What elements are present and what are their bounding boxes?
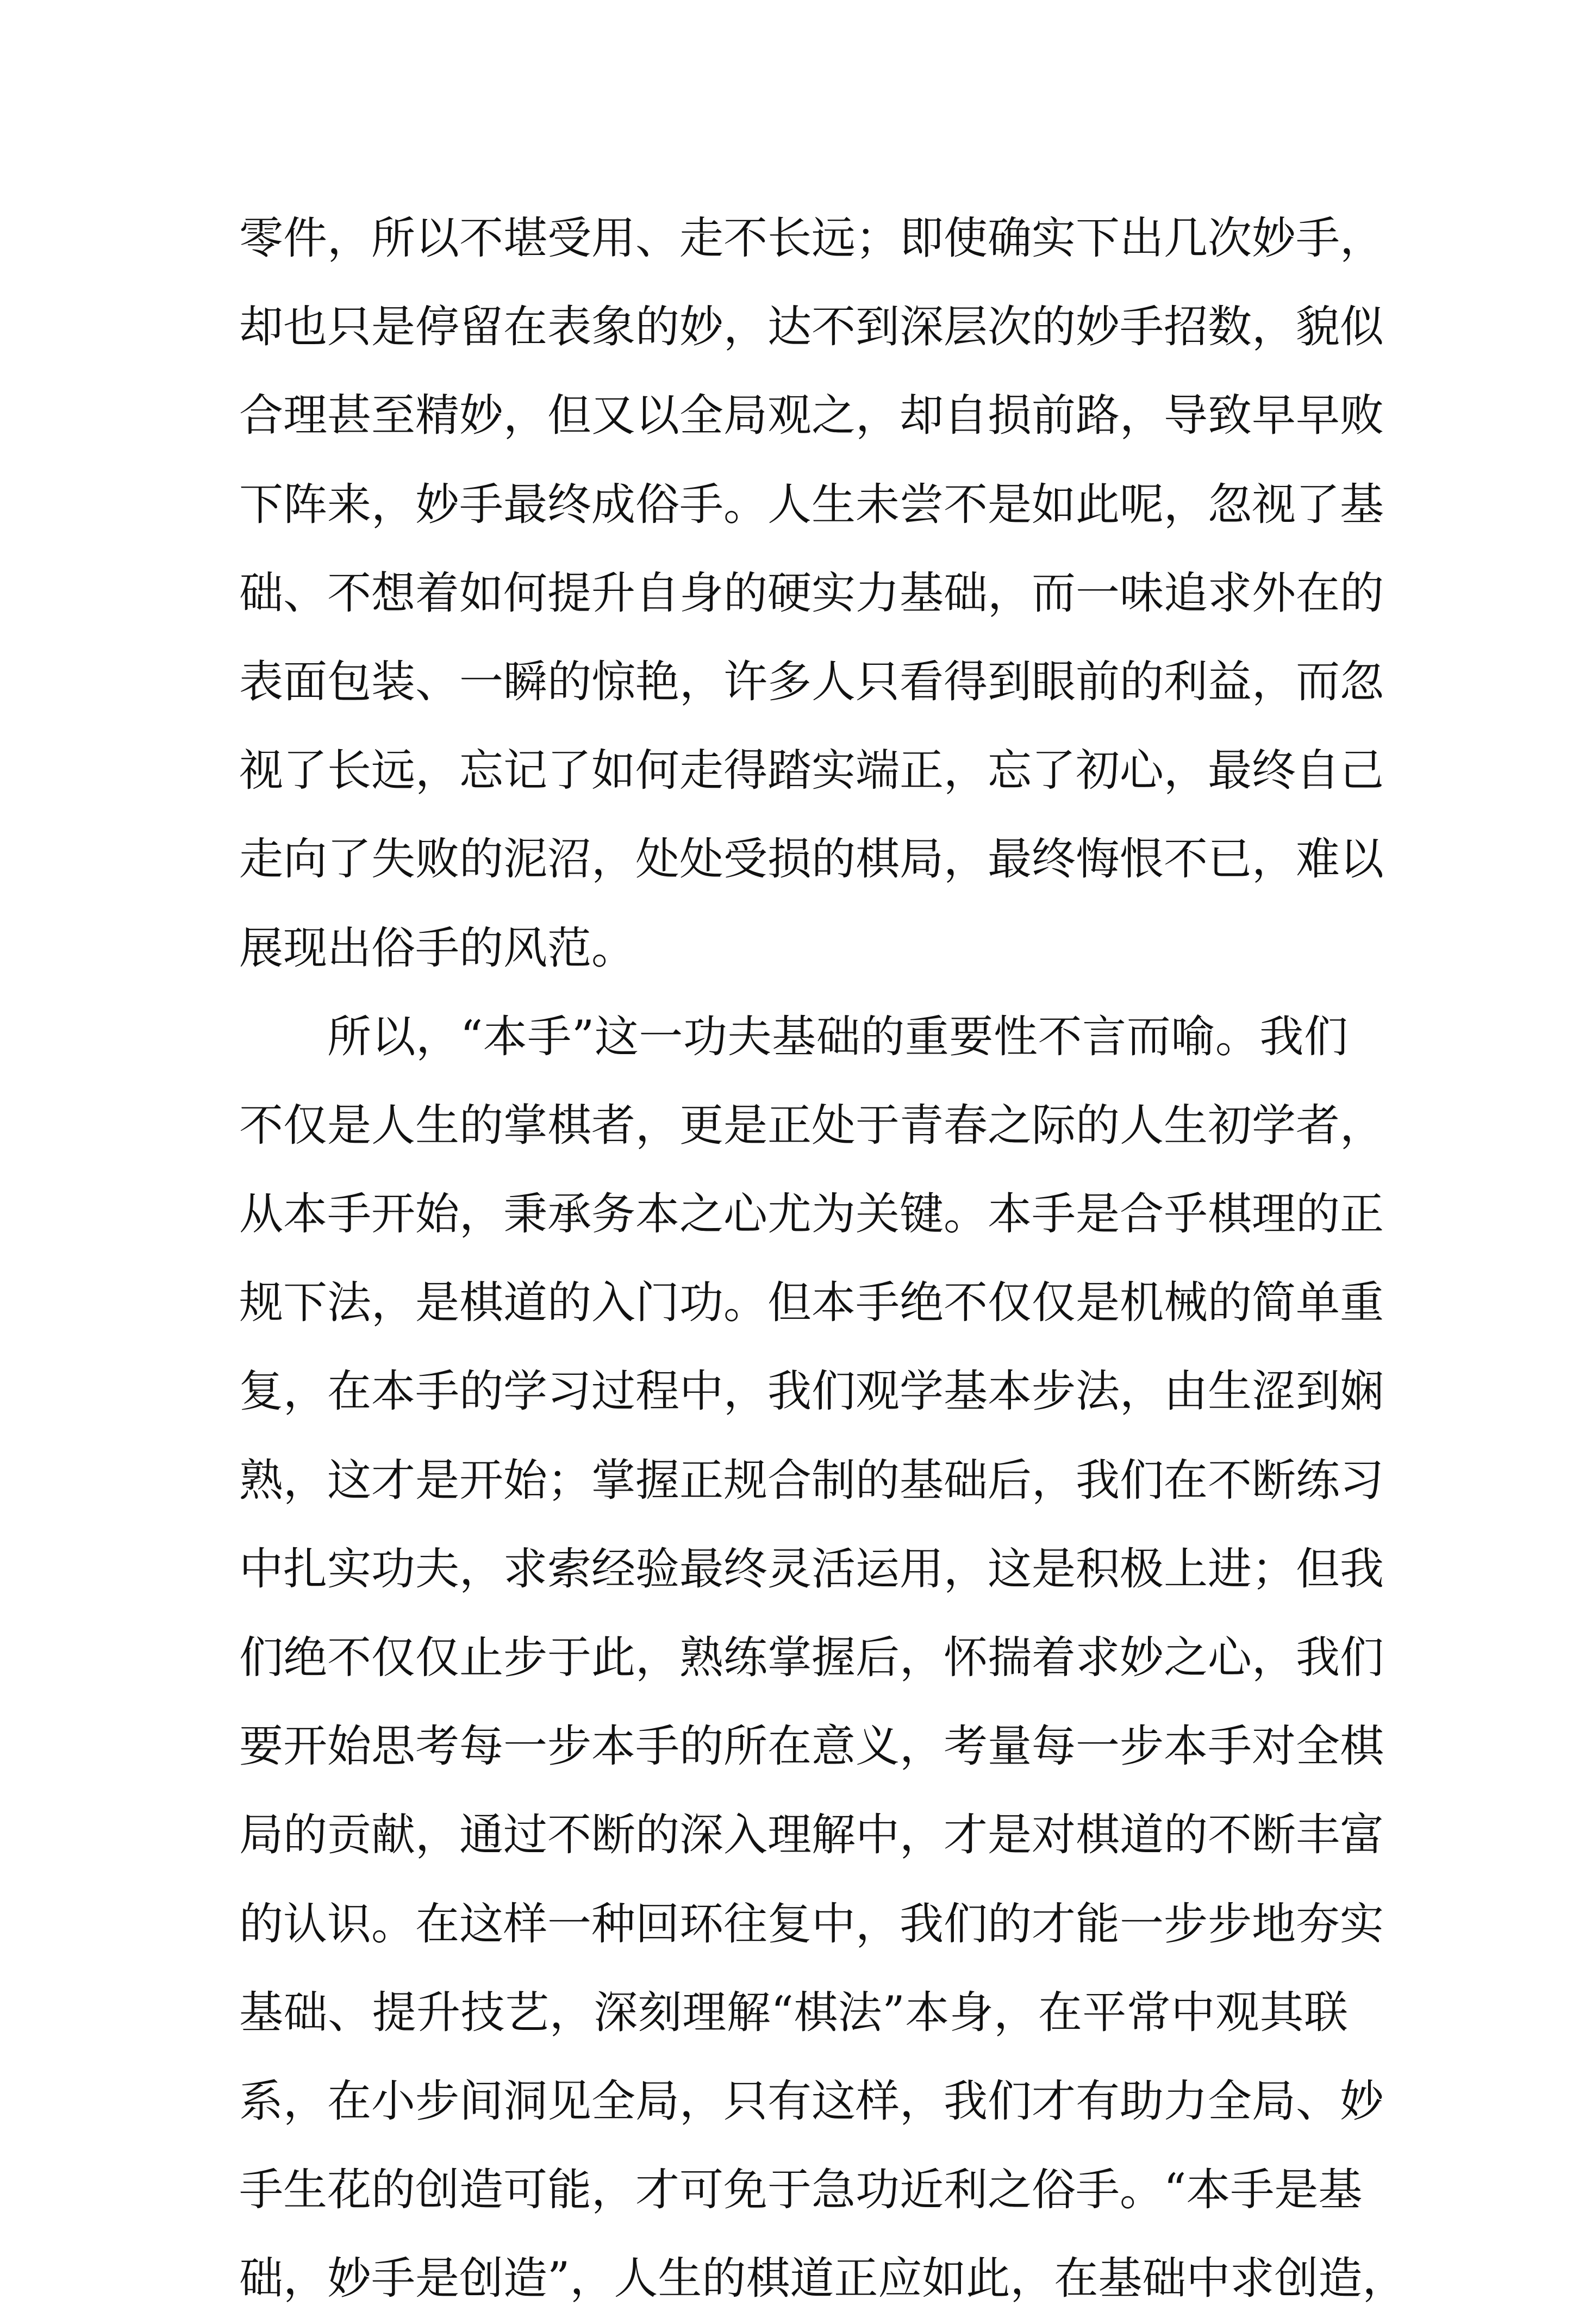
text-line: 基础、提升技艺，深刻理解“棋法”本身，在平常中观其联 (239, 1987, 1348, 2039)
text-line: 熟，这才是开始；掌握正规合制的基础后，我们在不断练习 (239, 1455, 1384, 1506)
body-text (239, 195, 1407, 2324)
text-line: 规下法，是棋道的入门功。但本手绝不仅仅是机械的简单重 (239, 1278, 1384, 1329)
text-line: 础，妙手是创造”，人生的棋道正应如此，在基础中求创造， (239, 2253, 1407, 2305)
text-line: 所以，“本手”这一功夫基础的重要性不言而喻。我们 (327, 1011, 1348, 1063)
text-line: 要开始思考每一步本手的所在意义，考量每一步本手对全棋 (239, 1721, 1384, 1773)
text-line: 下阵来，妙手最终成俗手。人生未尝不是如此呢，忽视了基 (239, 479, 1384, 531)
text-line: 们绝不仅仅止步于此，熟练掌握后，怀揣着求妙之心，我们 (239, 1633, 1384, 1684)
text-line: 表面包装、一瞬的惊艳，许多人只看得到眼前的利益，而忽 (239, 656, 1384, 708)
paragraph-1 (239, 195, 1384, 993)
text-line: 不仅是人生的掌棋者，更是正处于青春之际的人生初学者， (239, 1100, 1384, 1151)
text-line: 中扎实功夫，求索经验最终灵活运用，这是积极上进；但我 (239, 1543, 1384, 1595)
text-line: 展现出俗手的风范。 (239, 923, 636, 974)
text-line: 视了长远，忘记了如何走得踏实端正，忘了初心，最终自己 (239, 745, 1384, 797)
text-line: 零件，所以不堪受用、走不长远；即使确实下出几次妙手， (239, 213, 1384, 264)
text-line: 的认识。在这样一种回环往复中，我们的才能一步步地夯实 (239, 1898, 1384, 1950)
text-line: 础、不想着如何提升自身的硬实力基础，而一味追求外在的 (239, 568, 1384, 619)
text-line: 复，在本手的学习过程中，我们观学基本步法，由生涩到娴 (239, 1366, 1384, 1418)
text-line: 手生花的创造可能，才可免于急功近利之俗手。“本手是基 (239, 2165, 1363, 2216)
paragraph-2 (239, 993, 1407, 2324)
text-line: 合理甚至精妙，但又以全局观之，却自损前路，导致早早败 (239, 390, 1384, 442)
text-line: 走向了失败的泥沼，处处受损的棋局，最终悔恨不已，难以 (239, 834, 1384, 886)
text-line: 局的贡献，通过不断的深入理解中，才是对棋道的不断丰富 (239, 1810, 1384, 1861)
text-line: 从本手开始，秉承务本之心尤为关键。本手是合乎棋理的正 (239, 1189, 1384, 1241)
text-line: 却也只是停留在表象的妙，达不到深层次的妙手招数，貌似 (239, 302, 1384, 353)
text-line: 系，在小步间洞见全局，只有这样，我们才有助力全局、妙 (239, 2076, 1384, 2127)
